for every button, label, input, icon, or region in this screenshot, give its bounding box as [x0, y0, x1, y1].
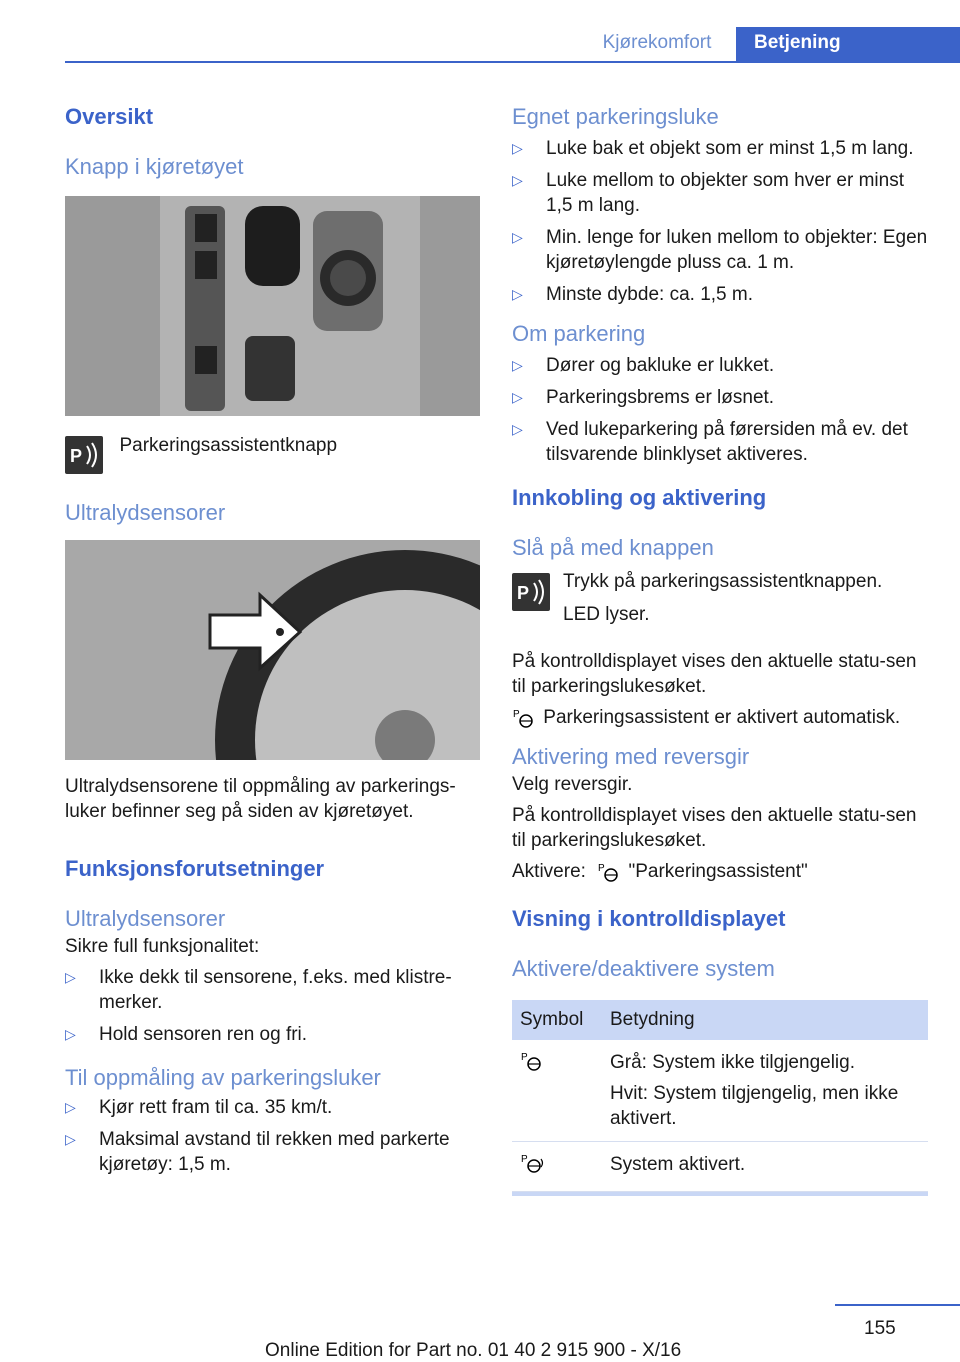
- list-item: ▷ Ved lukeparkering på førersiden må ev. det tilsvarende blinklyset aktiveres.: [512, 419, 908, 465]
- col-betydning: Betydning: [602, 1000, 928, 1040]
- svg-text:P: P: [70, 446, 83, 466]
- right-column: [512, 100, 928, 1196]
- page-number: 155: [864, 1318, 896, 1339]
- list-item: ▷ Kjør rett fram til ca. 35 km/t.: [65, 1097, 333, 1118]
- button-legend: [65, 436, 480, 476]
- heading-sla-pa: Slå på med knappen: [512, 535, 714, 560]
- col-symbol: Symbol: [512, 1000, 602, 1040]
- list-item: ▷ Parkeringsbrems er løsnet.: [512, 387, 775, 408]
- heading-om-parkering: Om parkering: [512, 321, 646, 346]
- wheel-photo: [65, 540, 480, 760]
- left-column: [65, 100, 480, 1184]
- list-item: ▷ Min. lenge for luken mellom to objekter: Egen kjøretøylengde pluss ca. 1 m.: [512, 227, 928, 273]
- wheel-illustration: [65, 540, 480, 760]
- console-illustration: [65, 196, 480, 416]
- heading-funksjon: Funksjonsforutsetninger: [65, 856, 325, 881]
- auto-line: P Parkeringsassistent er aktivert automatisk.: [513, 707, 901, 728]
- heading-oversikt: Oversikt: [65, 104, 154, 129]
- velg-text: Velg reversgir.: [512, 774, 633, 795]
- heading-aktivering: Aktivering med reversgir: [512, 744, 750, 769]
- aktivere-line: Aktivere: P "Parkeringsassistent": [512, 861, 808, 882]
- svg-text:P: P: [521, 1154, 528, 1165]
- list-item: ▷ Hold sensoren ren og fri.: [65, 1024, 308, 1045]
- active-section-tab: Betjening: [736, 27, 960, 62]
- heading-ultralyd: Ultralydsensorer: [65, 500, 226, 525]
- svg-text:P: P: [517, 583, 530, 603]
- parking-inactive-icon: [520, 1050, 546, 1072]
- header-rule: [65, 61, 960, 63]
- console-photo: [65, 196, 480, 416]
- ultra-text: Ultralydsensorene til oppmåling av parkerings‐luker befinner seg på siden av kjøretøyet.: [65, 776, 456, 822]
- icon-label: Parkeringsassistentknapp: [119, 435, 338, 456]
- list-item: ▷ Luke bak et objekt som er minst 1,5 m lang.: [512, 138, 914, 159]
- svg-text:P: P: [598, 862, 605, 874]
- heading-aktivere-deaktivere: Aktivere/deaktivere system: [512, 956, 775, 981]
- heading-visning: Visning i kontrolldisplayet: [512, 906, 786, 931]
- parking-assist-icon: [65, 436, 103, 474]
- heading-egnet: Egnet parkeringsluke: [512, 104, 719, 129]
- parking-active-icon: [520, 1152, 546, 1174]
- page-header: [0, 0, 960, 62]
- table-row: P Grå: System ikke tilgjengelig. Hvit: System tilgjengelig, men ikke aktivert.: [512, 1040, 928, 1142]
- kontroll-text-1: På kontrolldisplayet vises den aktuelle statu‐sen til parkeringslukesøket.: [512, 651, 917, 697]
- table-end-bar: [512, 1192, 928, 1196]
- parking-steering-icon: [597, 861, 623, 883]
- svg-text:P: P: [521, 1052, 528, 1063]
- egnet-list: [512, 136, 928, 307]
- sikre-text: Sikre full funksjonalitet:: [65, 936, 260, 957]
- list-item: ▷ Luke mellom to objekter som hver er minst 1,5 m lang.: [512, 170, 904, 216]
- kontroll-text-2: På kontrolldisplayet vises den aktuelle statu‐sen til parkeringslukesøket.: [512, 805, 917, 851]
- parking-assist-icon: [512, 573, 550, 611]
- trykk-text: Trykk på parkeringsassistentknappen.: [563, 571, 883, 592]
- list-item: ▷ Maksimal avstand til rekken med parkerte kjøretøy: 1,5 m.: [65, 1129, 450, 1175]
- footer-rule: [835, 1304, 960, 1306]
- heading-ultralyd-2: Ultralydsensorer: [65, 906, 226, 931]
- edition-text: Online Edition for Part no. 01 40 2 915 900 - X/16: [265, 1340, 682, 1361]
- table-row: P System aktivert.: [512, 1142, 928, 1192]
- heading-knapp: Knapp i kjøretøyet: [65, 154, 244, 179]
- sensor-list: [65, 965, 480, 1047]
- led-text: LED lyser.: [563, 604, 650, 625]
- list-item: ▷ Ikke dekk til sensorene, f.eks. med klistre‐merker.: [65, 967, 452, 1013]
- heading-til-oppmaling: Til oppmåling av parkeringsluker: [65, 1065, 381, 1090]
- symbol-table: [512, 1000, 928, 1192]
- heading-innkobling: Innkobling og aktivering: [512, 485, 767, 510]
- om-list: [512, 353, 928, 467]
- section-tab: Kjørekomfort: [602, 32, 712, 53]
- list-item: ▷ Minste dybde: ca. 1,5 m.: [512, 284, 753, 305]
- measure-list: [65, 1095, 480, 1177]
- button-instruction: [512, 569, 928, 627]
- svg-text:P: P: [513, 708, 520, 720]
- parking-steering-icon: [512, 707, 538, 729]
- list-item: ▷ Dører og bakluke er lukket.: [512, 355, 775, 376]
